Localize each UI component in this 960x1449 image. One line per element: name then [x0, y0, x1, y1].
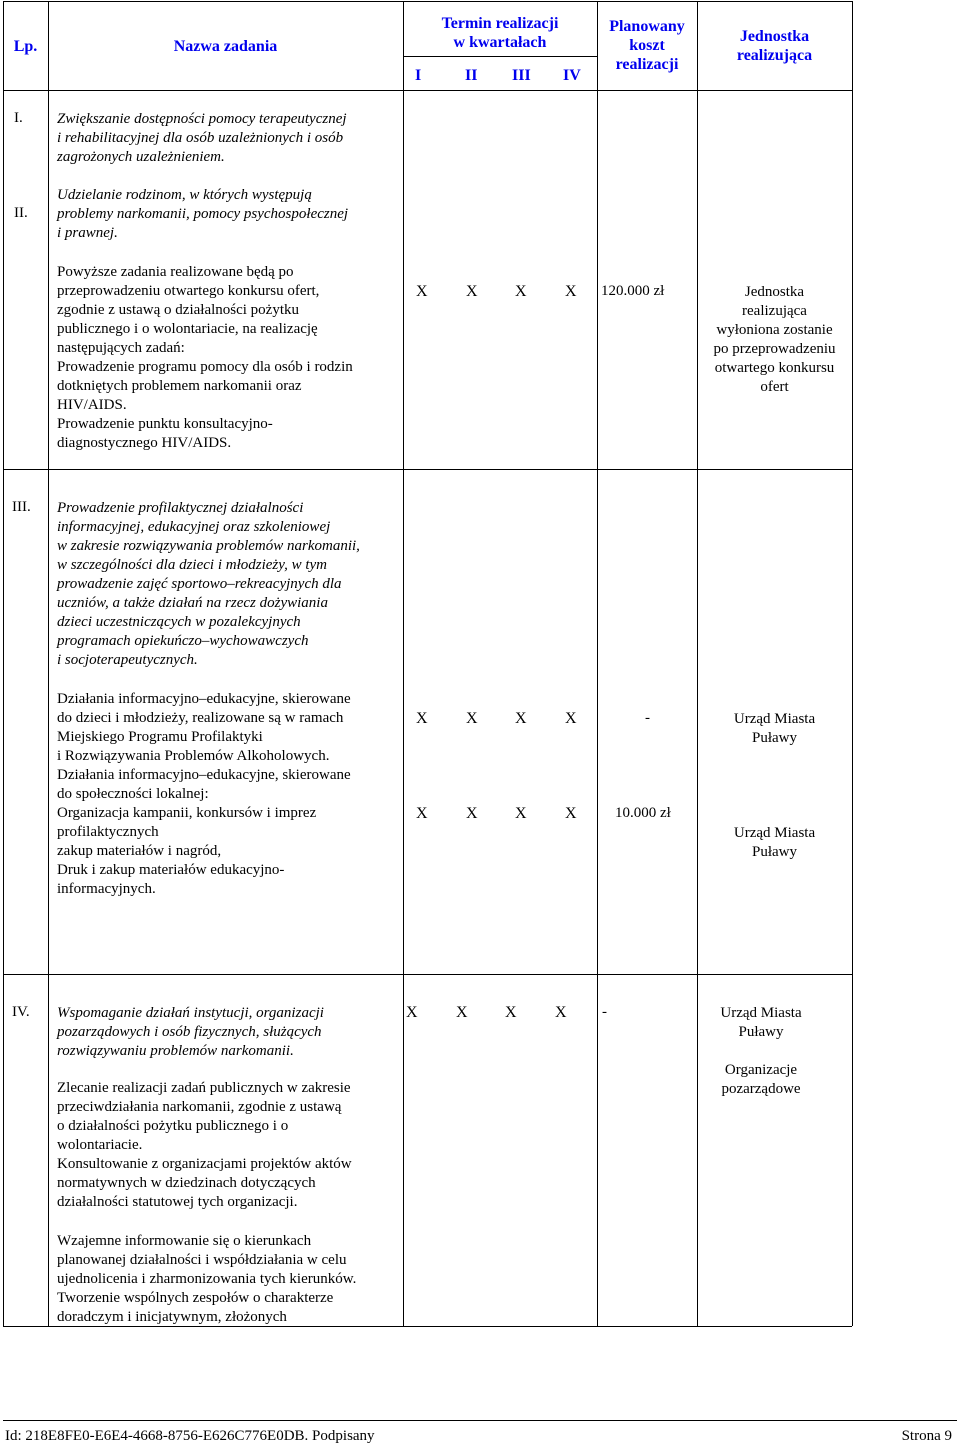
header-lp: Lp.: [13, 38, 38, 55]
header-term-line2: w kwartałach: [453, 34, 547, 51]
quarter-mark: X: [505, 1004, 517, 1021]
row-number-4: IV.: [12, 1004, 30, 1020]
row-title-1: Zwiększanie dostępności pomocy terapeutycznej i rehabilitacyjnej dla osób uzależnionych i osób zagrożonych uzależnieniem.: [57, 111, 347, 165]
implementing-unit: Jednostka realizująca wyłoniona zostanie po przeprowadzeniu otwartego konkursu ofert: [713, 284, 836, 395]
document-id: Id: 218E8FE0-E6E4-4668-8756-E626C776E0DB. Podpisany: [5, 1428, 375, 1444]
row-body-3: Działania informacyjno–edukacyjne, skierowane do dzieci i młodzieży, realizowane są w ramach Miejskiego Programu Profilaktyki i Rozwiązywania Problemów Alkoholowych. Działania informacyjno–edukacyjne, skierowane do społeczności lokalnej: Organizacja kampanii, konkursów i imprez profilaktycznych zakup materiałów i nagród, Druk i zakup materiałów edukacyjno- informacyjnych.: [57, 691, 351, 897]
implementing-unit: Urząd Miasta Puławy Organizacje pozarządowe: [720, 1005, 802, 1097]
col-line-cost: [697, 1, 698, 1326]
footer-rule: [3, 1420, 957, 1421]
col-line-lp: [48, 1, 49, 1326]
row-divider-1: [3, 469, 852, 470]
quarter-mark: X: [456, 1004, 468, 1021]
quarter-mark: X: [416, 710, 428, 727]
row-divider-2: [3, 974, 852, 975]
implementing-unit: Urząd Miasta Puławy: [733, 711, 816, 746]
header-q3: III: [512, 67, 531, 84]
row-body-4a: Zlecanie realizacji zadań publicznych w zakresie przeciwdziałania narkomanii, zgodnie z ustawą o działalności pożytku publicznego i o wolontariacie. Konsultowanie z organizacjami projektów aktów normatywnych w dziedzinach dotyczących działalności statutowej tych organizacji.: [57, 1080, 352, 1210]
row-number-1: I.: [14, 110, 23, 126]
table-border-left: [3, 1, 4, 1326]
page-number: Strona 9: [901, 1428, 952, 1444]
row-number-3: III.: [12, 499, 31, 515]
header-q1: I: [415, 67, 422, 84]
quarter-mark: X: [466, 710, 478, 727]
header-cost-line2: koszt: [629, 37, 665, 54]
implementing-unit: Urząd Miasta Puławy: [733, 825, 816, 860]
table-border-right: [852, 1, 853, 1326]
row-title-4: Wspomaganie działań instytucji, organizacji pozarządowych i osób fizycznych, służących rozwiązywaniu problemów narkomanii.: [57, 1005, 324, 1059]
header-cost-line3: realizacji: [615, 56, 679, 73]
quarter-mark: X: [466, 805, 478, 822]
header-q2: II: [465, 67, 478, 84]
quarter-mark: X: [515, 283, 527, 300]
header-cost-line1: Planowany: [609, 18, 685, 35]
quarter-mark: X: [416, 283, 428, 300]
header-name: Nazwa zadania: [173, 38, 278, 55]
quarter-mark: X: [416, 805, 428, 822]
table-border-top: [3, 1, 852, 2]
col-line-name: [403, 1, 404, 1326]
header-term: [403, 14, 597, 52]
planned-cost: -: [602, 1004, 607, 1020]
quarter-mark: X: [406, 1004, 418, 1021]
header-unit-line1: Jednostka: [739, 28, 810, 45]
header-unit: [697, 27, 852, 65]
quarter-mark: X: [515, 805, 527, 822]
header-cost: [597, 17, 697, 74]
row-title-3: Prowadzenie profilaktycznej działalności informacyjnej, edukacyjnej oraz szkoleniowej w zakresie rozwiązywania problemów narkomanii, w szczególności dla dzieci i młodzieży, w tym prowadzenie zajęć sportowo–rekreacyjnych dla uczniów, a także działań na rzecz dożywiania dzieci uczestniczących w pozalekcyjnych programach opiekuńczo–wychowawczych i socjoterapeutycznych.: [57, 500, 360, 668]
quarter-mark: X: [565, 710, 577, 727]
quarter-mark: X: [565, 805, 577, 822]
planned-cost: -: [645, 710, 650, 726]
header-unit-line2: realizująca: [736, 47, 813, 64]
row-body-4b: Wzajemne informowanie się o kierunkach planowanej działalności i współdziałania w celu ujednolicenia i zharmonizowania tych kierunków. Tworzenie wspólnych zespołów o charakterze doradczym i inicjatywnym, złożonych: [57, 1233, 357, 1325]
header-term-line1: Termin realizacji: [441, 15, 559, 32]
planned-cost: 120.000 zł: [601, 283, 665, 299]
header-q4: IV: [563, 67, 581, 84]
quarter-mark: X: [565, 283, 577, 300]
table-header-bottom: [3, 90, 852, 91]
quarter-divider: [403, 56, 597, 57]
row-number-2: II.: [14, 205, 28, 221]
row-body-2: Powyższe zadania realizowane będą po przeprowadzeniu otwartego konkursu ofert, zgodnie z ustawą o działalności pożytku publicznego i o wolontariacie, na realizację następujących zadań: Prowadzenie programu pomocy dla osób i rodzin dotkniętych problemem narkomanii oraz HIV/AIDS. Prowadzenie punktu konsultacyjno- diagnostycznego HIV/AIDS.: [57, 264, 353, 451]
quarter-mark: X: [466, 283, 478, 300]
quarter-mark: X: [515, 710, 527, 727]
planned-cost: 10.000 zł: [615, 805, 671, 821]
quarter-mark: X: [555, 1004, 567, 1021]
col-line-term: [597, 1, 598, 1326]
row-title-2: Udzielanie rodzinom, w których występują problemy narkomanii, pomocy psychospołecznej i prawnej.: [57, 187, 349, 241]
